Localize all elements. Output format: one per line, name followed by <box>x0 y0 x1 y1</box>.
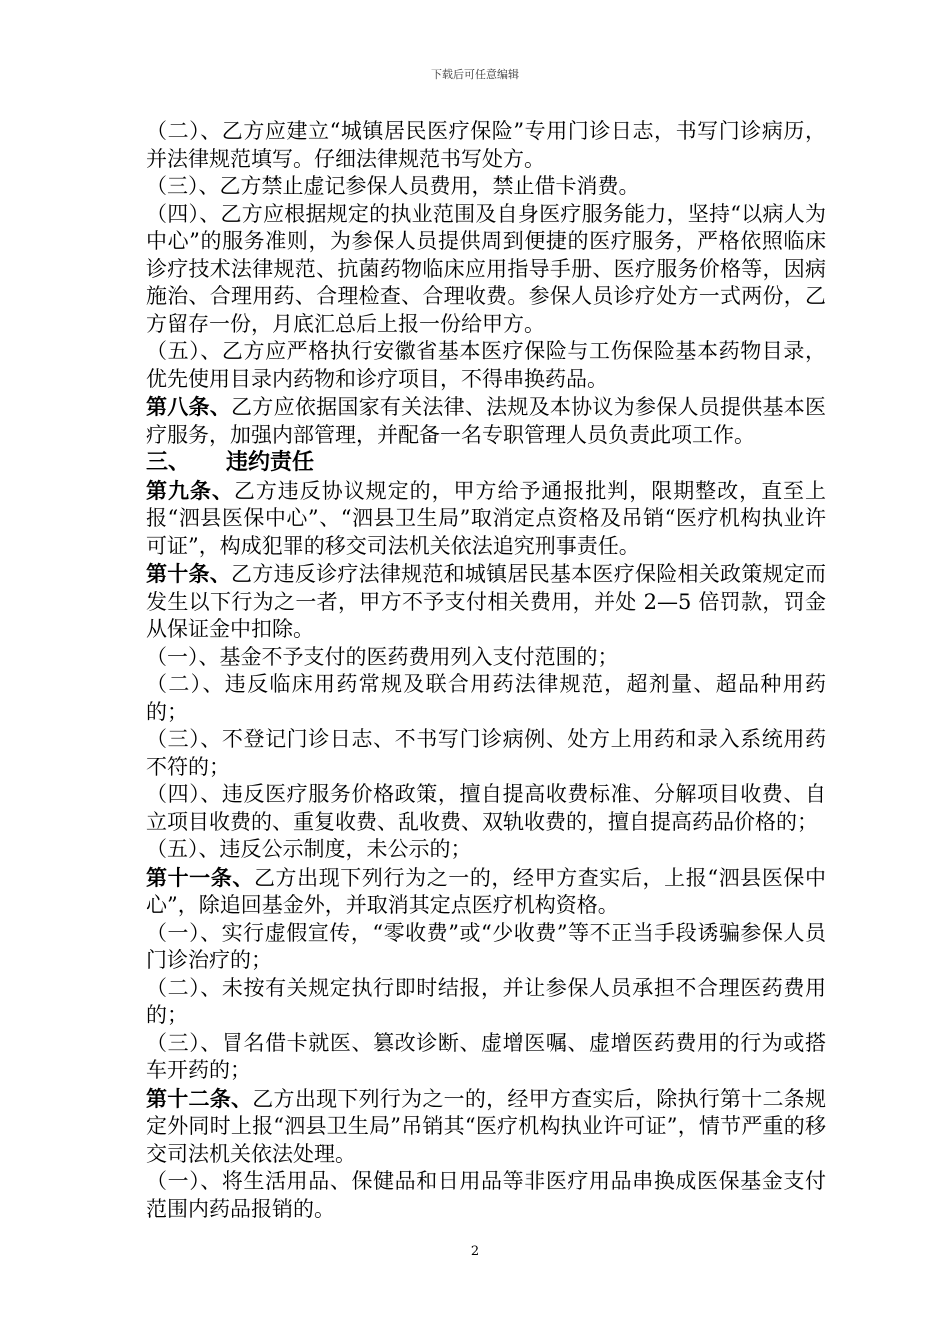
article-label: 第十一条、 <box>146 864 254 890</box>
paragraph: （二）、违反临床用药常规及联合用药法律规范，超剂量、超品种用药的； <box>146 672 826 724</box>
article-label: 第十条、 <box>146 561 232 586</box>
paragraph: （五）、乙方应严格执行安徽省基本医疗保险与工伤保险基本药物目录，优先使用目录内药物和诊疗项目，不得串换药品。 <box>146 339 826 391</box>
page-number: 2 <box>470 1244 480 1259</box>
article-paragraph: 第十条、乙方违反诊疗法律规范和城镇居民基本医疗保险相关政策规定而发生以下行为之一者，甲方不予支付相关费用，并处 2—5 倍罚款，罚金从保证金中扣除。 <box>146 561 827 641</box>
paragraph: （四）、乙方应根据规定的执业范围及自身医疗服务能力，坚持“以病人为中心”的服务准则，为参保人员提供周到便捷的医疗服务，严格依照临床诊疗技术法律规范、抗菌药物临床应用指导手册、医疗服务价格等，因病施治、合理用药、合理检查、合理收费。参保人员诊疗处方一式两份，乙方留存一份，月底汇总后上报一份给甲方。 <box>146 201 826 336</box>
paragraph: （二）、未按有关规定执行即时结报，并让参保人员承担不合理医药费用的； <box>146 975 826 1027</box>
paragraph: （三）、冒名借卡就医、篡改诊断、虚增医嘱、虚增医药费用的行为或搭车开药的； <box>146 1030 826 1082</box>
article-paragraph: 第九条、乙方违反协议规定的，甲方给予通报批判，限期整改，直至上报“泗县医保中心”、“泗县卫生局”取消定点资格及吊销“医疗机构执业许可证”，构成犯罪的移交司法机关依法追究刑事责任。 <box>146 477 827 558</box>
article-paragraph: 第十二条、乙方出现下列行为之一的，经甲方查实后，除执行第十二条规定外同时上报“泗县卫生局”吊销其“医疗机构执业许可证”，情节严重的移交司法机关依法处理。 <box>146 1085 827 1166</box>
article-paragraph: 第八条、乙方应依据国家有关法律、法规及本协议为参保人员提供基本医疗服务，加强内部管理，并配备一名专职管理人员负责此项工作。 <box>146 394 827 447</box>
article-label: 第八条、 <box>146 394 232 419</box>
page-header: 下载后可任意编辑 <box>431 68 519 81</box>
section-title: 违约责任 <box>226 449 315 475</box>
paragraph: （一）、将生活用品、保健品和日用品等非医疗用品串换成医保基金支付范围内药品报销的。 <box>146 1169 826 1221</box>
paragraph: （二）、乙方应建立“城镇居民医疗保险”专用门诊日志，书写门诊病历，并法律规范填写。仔细法律规范书写处方。 <box>146 119 826 171</box>
paragraph: （一）、实行虚假宣传，“零收费”或“少收费”等不正当手段诱骗参保人员门诊治疗的； <box>146 920 826 972</box>
paragraph: （三）、乙方禁止虚记参保人员费用，禁止借卡消费。 <box>146 174 640 198</box>
article-label: 第十二条、 <box>146 1085 253 1111</box>
paragraph: （五）、违反公示制度，未公示的； <box>146 837 472 861</box>
paragraph: （一）、基金不予支付的医药费用列入支付范围的； <box>146 644 619 669</box>
article-label: 第九条、 <box>146 477 234 503</box>
paragraph: （三）、不登记门诊日志、不书写门诊病例、处方上用药和录入系统用药不符的； <box>146 727 826 779</box>
section-number: 三、 <box>146 449 191 475</box>
article-paragraph: 第十一条、乙方出现下列行为之一的，经甲方查实后，上报“泗县医保中心”，除追回基金外，并取消其定点医疗机构资格。 <box>146 864 827 917</box>
paragraph: （四）、违反医疗服务价格政策，擅自提高收费标准、分解项目收费、自立项目收费的、重复收费、乱收费、双轨收费的，擅自提高药品价格的； <box>146 782 826 834</box>
section-heading <box>146 449 826 477</box>
document-body <box>146 118 826 1223</box>
